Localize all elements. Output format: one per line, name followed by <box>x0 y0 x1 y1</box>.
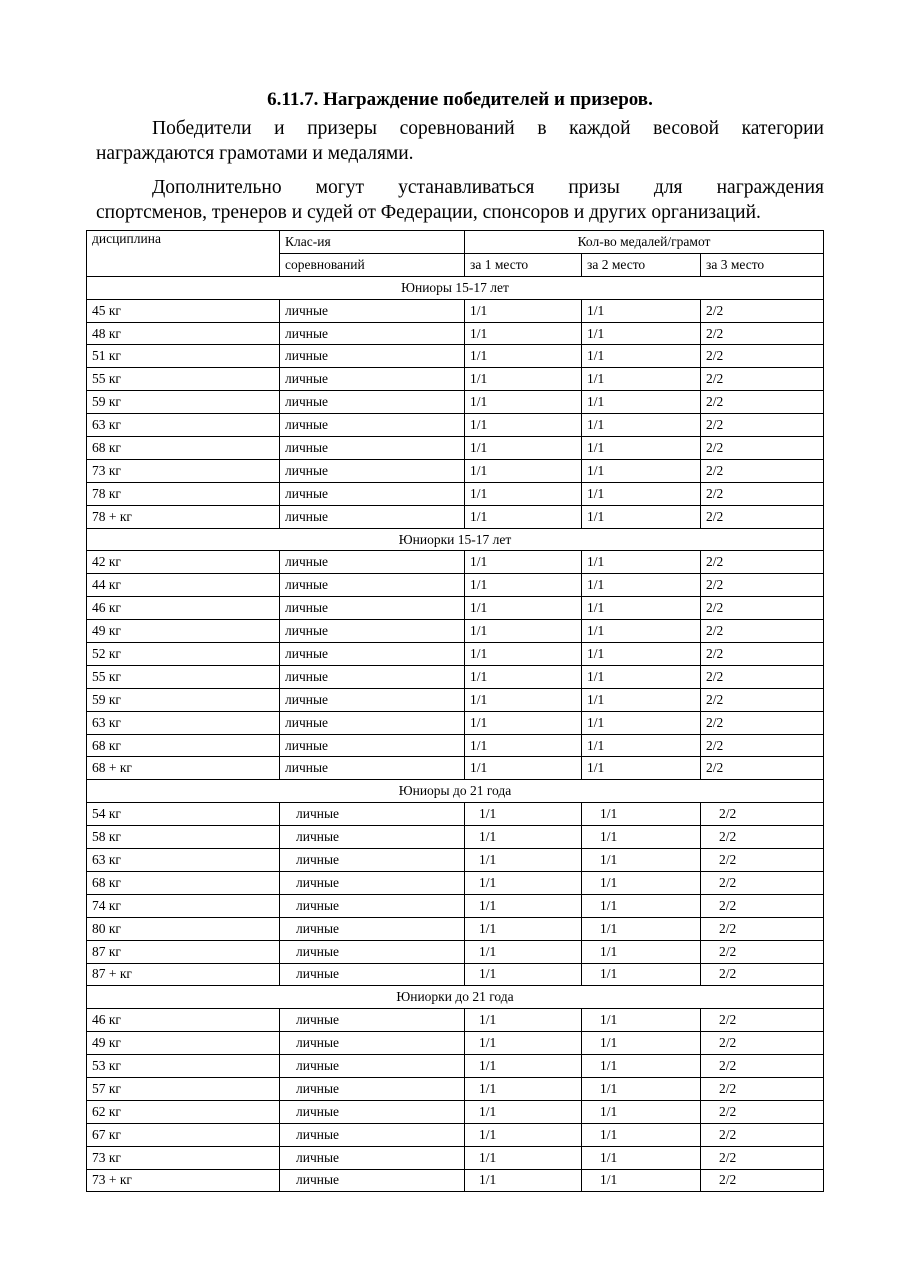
paragraph-line: Победители и призеры соревнований в каждой весовой категории <box>152 118 824 139</box>
cell-place-2: 1/1 <box>582 940 701 963</box>
cell-discipline: 42 кг <box>87 551 280 574</box>
table-row <box>87 322 824 345</box>
cell-place-2: 1/1 <box>582 734 701 757</box>
cell-place-3: 2/2 <box>701 734 824 757</box>
cell-place-1: 1/1 <box>465 803 582 826</box>
cell-place-2: 1/1 <box>582 1009 701 1032</box>
cell-discipline: 68 кг <box>87 871 280 894</box>
cell-discipline: 58 кг <box>87 826 280 849</box>
cell-place-2: 1/1 <box>582 299 701 322</box>
table-row <box>87 620 824 643</box>
cell-place-2: 1/1 <box>582 620 701 643</box>
cell-discipline: 54 кг <box>87 803 280 826</box>
cell-place-1: 1/1 <box>465 482 582 505</box>
cell-place-3: 2/2 <box>701 871 824 894</box>
cell-place-3: 2/2 <box>701 688 824 711</box>
table-row <box>87 917 824 940</box>
table-row <box>87 757 824 780</box>
cell-discipline: 87 + кг <box>87 963 280 986</box>
cell-place-2: 1/1 <box>582 1055 701 1078</box>
section-title: Юниоры 15-17 лет <box>87 276 824 299</box>
section-title: Юниорки до 21 года <box>87 986 824 1009</box>
cell-place-1: 1/1 <box>465 574 582 597</box>
paragraph-prizes <box>96 175 824 225</box>
table-row <box>87 482 824 505</box>
cell-place-3: 2/2 <box>701 574 824 597</box>
cell-place-3: 2/2 <box>701 894 824 917</box>
cell-place-3: 2/2 <box>701 1146 824 1169</box>
cell-place-1: 1/1 <box>465 322 582 345</box>
cell-place-3: 2/2 <box>701 757 824 780</box>
cell-place-3: 2/2 <box>701 643 824 666</box>
table-row <box>87 1032 824 1055</box>
cell-discipline: 78 кг <box>87 482 280 505</box>
cell-class: личные <box>280 665 465 688</box>
cell-class: личные <box>280 551 465 574</box>
table-row <box>87 711 824 734</box>
cell-place-3: 2/2 <box>701 597 824 620</box>
cell-place-3: 2/2 <box>701 322 824 345</box>
cell-place-3: 2/2 <box>701 391 824 414</box>
cell-discipline: 80 кг <box>87 917 280 940</box>
table-row <box>87 459 824 482</box>
cell-place-1: 1/1 <box>465 1146 582 1169</box>
awards-table <box>86 230 824 1192</box>
cell-place-3: 2/2 <box>701 1169 824 1192</box>
table-row <box>87 597 824 620</box>
cell-place-1: 1/1 <box>465 505 582 528</box>
cell-place-1: 1/1 <box>465 1009 582 1032</box>
cell-class: личные <box>280 299 465 322</box>
table-row <box>87 803 824 826</box>
section-row <box>87 276 824 299</box>
table-row <box>87 643 824 666</box>
section-title: Юниорки 15-17 лет <box>87 528 824 551</box>
cell-place-3: 2/2 <box>701 803 824 826</box>
cell-class: личные <box>280 482 465 505</box>
cell-class: личные <box>280 345 465 368</box>
cell-place-1: 1/1 <box>465 643 582 666</box>
cell-discipline: 49 кг <box>87 620 280 643</box>
table-row <box>87 345 824 368</box>
paragraph-line: Дополнительно могут устанавливаться призы для награждения <box>152 177 824 198</box>
table-row <box>87 505 824 528</box>
cell-place-3: 2/2 <box>701 940 824 963</box>
cell-place-3: 2/2 <box>701 1055 824 1078</box>
cell-discipline: 63 кг <box>87 849 280 872</box>
cell-class: личные <box>280 368 465 391</box>
cell-place-2: 1/1 <box>582 345 701 368</box>
table-row <box>87 414 824 437</box>
cell-place-3: 2/2 <box>701 963 824 986</box>
cell-discipline: 67 кг <box>87 1123 280 1146</box>
cell-place-1: 1/1 <box>465 299 582 322</box>
cell-place-2: 1/1 <box>582 482 701 505</box>
cell-class: личные <box>280 1123 465 1146</box>
cell-place-2: 1/1 <box>582 551 701 574</box>
paragraph-line: награждаются грамотами и медалями. <box>96 143 414 164</box>
cell-discipline: 57 кг <box>87 1077 280 1100</box>
table-row <box>87 665 824 688</box>
cell-place-2: 1/1 <box>582 574 701 597</box>
cell-place-3: 2/2 <box>701 917 824 940</box>
cell-place-3: 2/2 <box>701 826 824 849</box>
header-class-line2: соревнований <box>280 253 465 276</box>
cell-class: личные <box>280 620 465 643</box>
cell-place-2: 1/1 <box>582 1032 701 1055</box>
table-row <box>87 940 824 963</box>
cell-place-2: 1/1 <box>582 368 701 391</box>
cell-place-1: 1/1 <box>465 620 582 643</box>
cell-class: личные <box>280 711 465 734</box>
table-row <box>87 391 824 414</box>
cell-place-2: 1/1 <box>582 1123 701 1146</box>
cell-class: личные <box>280 940 465 963</box>
cell-place-2: 1/1 <box>582 849 701 872</box>
table-row <box>87 1077 824 1100</box>
cell-class: личные <box>280 688 465 711</box>
cell-place-3: 2/2 <box>701 1123 824 1146</box>
cell-class: личные <box>280 322 465 345</box>
cell-class: личные <box>280 574 465 597</box>
cell-place-3: 2/2 <box>701 849 824 872</box>
cell-class: личные <box>280 1146 465 1169</box>
cell-class: личные <box>280 871 465 894</box>
cell-discipline: 49 кг <box>87 1032 280 1055</box>
cell-place-3: 2/2 <box>701 1009 824 1032</box>
cell-class: личные <box>280 505 465 528</box>
cell-discipline: 52 кг <box>87 643 280 666</box>
cell-place-2: 1/1 <box>582 803 701 826</box>
cell-place-3: 2/2 <box>701 368 824 391</box>
cell-place-3: 2/2 <box>701 299 824 322</box>
header-place-3: за 3 место <box>701 253 824 276</box>
cell-discipline: 55 кг <box>87 665 280 688</box>
cell-place-1: 1/1 <box>465 963 582 986</box>
cell-class: личные <box>280 1009 465 1032</box>
section-row <box>87 986 824 1009</box>
cell-place-2: 1/1 <box>582 871 701 894</box>
header-discipline: дисциплина <box>87 231 280 277</box>
cell-discipline: 87 кг <box>87 940 280 963</box>
cell-discipline: 63 кг <box>87 414 280 437</box>
cell-place-1: 1/1 <box>465 345 582 368</box>
header-medals: Кол-во медалей/грамот <box>465 231 824 254</box>
table-row <box>87 1123 824 1146</box>
cell-class: личные <box>280 391 465 414</box>
cell-place-1: 1/1 <box>465 894 582 917</box>
cell-place-2: 1/1 <box>582 665 701 688</box>
cell-place-3: 2/2 <box>701 1077 824 1100</box>
cell-discipline: 68 кг <box>87 734 280 757</box>
cell-place-1: 1/1 <box>465 368 582 391</box>
table-row <box>87 551 824 574</box>
cell-discipline: 51 кг <box>87 345 280 368</box>
paragraph-winners <box>96 116 824 166</box>
cell-discipline: 73 кг <box>87 1146 280 1169</box>
table-header-row <box>87 231 824 254</box>
cell-place-2: 1/1 <box>582 757 701 780</box>
cell-class: личные <box>280 734 465 757</box>
cell-discipline: 73 кг <box>87 459 280 482</box>
cell-place-2: 1/1 <box>582 597 701 620</box>
cell-place-2: 1/1 <box>582 1146 701 1169</box>
cell-place-3: 2/2 <box>701 1032 824 1055</box>
cell-place-2: 1/1 <box>582 826 701 849</box>
cell-discipline: 46 кг <box>87 597 280 620</box>
table-row <box>87 871 824 894</box>
cell-place-1: 1/1 <box>465 871 582 894</box>
cell-place-1: 1/1 <box>465 734 582 757</box>
cell-place-2: 1/1 <box>582 917 701 940</box>
cell-place-1: 1/1 <box>465 414 582 437</box>
cell-place-1: 1/1 <box>465 917 582 940</box>
table-row <box>87 826 824 849</box>
cell-place-1: 1/1 <box>465 459 582 482</box>
cell-class: личные <box>280 1055 465 1078</box>
cell-class: личные <box>280 1032 465 1055</box>
cell-place-2: 1/1 <box>582 1100 701 1123</box>
cell-place-2: 1/1 <box>582 1169 701 1192</box>
table-row <box>87 299 824 322</box>
cell-place-2: 1/1 <box>582 963 701 986</box>
cell-discipline: 48 кг <box>87 322 280 345</box>
cell-place-1: 1/1 <box>465 597 582 620</box>
cell-discipline: 59 кг <box>87 688 280 711</box>
cell-place-2: 1/1 <box>582 688 701 711</box>
cell-place-1: 1/1 <box>465 688 582 711</box>
cell-place-1: 1/1 <box>465 665 582 688</box>
section-row <box>87 780 824 803</box>
header-place-1: за 1 место <box>465 253 582 276</box>
cell-place-2: 1/1 <box>582 505 701 528</box>
cell-place-2: 1/1 <box>582 414 701 437</box>
cell-place-2: 1/1 <box>582 437 701 460</box>
cell-discipline: 53 кг <box>87 1055 280 1078</box>
cell-discipline: 68 кг <box>87 437 280 460</box>
cell-place-1: 1/1 <box>465 1032 582 1055</box>
cell-place-3: 2/2 <box>701 345 824 368</box>
table-row <box>87 734 824 757</box>
cell-place-1: 1/1 <box>465 1077 582 1100</box>
cell-place-1: 1/1 <box>465 711 582 734</box>
cell-place-3: 2/2 <box>701 620 824 643</box>
cell-place-3: 2/2 <box>701 459 824 482</box>
cell-class: личные <box>280 1169 465 1192</box>
cell-place-1: 1/1 <box>465 437 582 460</box>
table-row <box>87 1146 824 1169</box>
cell-place-2: 1/1 <box>582 643 701 666</box>
cell-discipline: 44 кг <box>87 574 280 597</box>
cell-class: личные <box>280 917 465 940</box>
header-place-2: за 2 место <box>582 253 701 276</box>
cell-place-2: 1/1 <box>582 322 701 345</box>
cell-class: личные <box>280 826 465 849</box>
table-row <box>87 963 824 986</box>
cell-place-3: 2/2 <box>701 482 824 505</box>
section-heading: 6.11.7. Награждение победителей и призеров. <box>267 89 653 110</box>
cell-discipline: 59 кг <box>87 391 280 414</box>
table-row <box>87 368 824 391</box>
cell-place-1: 1/1 <box>465 391 582 414</box>
cell-discipline: 73 + кг <box>87 1169 280 1192</box>
cell-discipline: 55 кг <box>87 368 280 391</box>
cell-place-1: 1/1 <box>465 1123 582 1146</box>
cell-discipline: 45 кг <box>87 299 280 322</box>
table-row <box>87 1169 824 1192</box>
header-class-line1: Клас-ия <box>280 231 465 254</box>
section-row <box>87 528 824 551</box>
cell-place-3: 2/2 <box>701 711 824 734</box>
cell-class: личные <box>280 963 465 986</box>
cell-place-1: 1/1 <box>465 1055 582 1078</box>
table-row <box>87 1055 824 1078</box>
cell-class: личные <box>280 1100 465 1123</box>
cell-class: личные <box>280 414 465 437</box>
cell-place-3: 2/2 <box>701 437 824 460</box>
table-row <box>87 1100 824 1123</box>
cell-discipline: 68 + кг <box>87 757 280 780</box>
cell-place-2: 1/1 <box>582 459 701 482</box>
cell-discipline: 78 + кг <box>87 505 280 528</box>
cell-discipline: 74 кг <box>87 894 280 917</box>
table-row <box>87 574 824 597</box>
cell-place-2: 1/1 <box>582 1077 701 1100</box>
cell-place-2: 1/1 <box>582 894 701 917</box>
cell-class: личные <box>280 1077 465 1100</box>
cell-class: личные <box>280 803 465 826</box>
table-row <box>87 849 824 872</box>
cell-place-1: 1/1 <box>465 826 582 849</box>
cell-place-2: 1/1 <box>582 711 701 734</box>
cell-place-3: 2/2 <box>701 551 824 574</box>
cell-discipline: 62 кг <box>87 1100 280 1123</box>
cell-class: личные <box>280 894 465 917</box>
cell-class: личные <box>280 757 465 780</box>
cell-class: личные <box>280 643 465 666</box>
paragraph-line: спортсменов, тренеров и судей от Федерации, спонсоров и других организаций. <box>96 202 761 223</box>
cell-place-1: 1/1 <box>465 940 582 963</box>
table-row <box>87 894 824 917</box>
cell-discipline: 63 кг <box>87 711 280 734</box>
cell-place-1: 1/1 <box>465 1169 582 1192</box>
table-row <box>87 437 824 460</box>
cell-place-1: 1/1 <box>465 1100 582 1123</box>
cell-class: личные <box>280 597 465 620</box>
cell-discipline: 46 кг <box>87 1009 280 1032</box>
cell-place-3: 2/2 <box>701 1100 824 1123</box>
cell-class: личные <box>280 459 465 482</box>
cell-place-1: 1/1 <box>465 849 582 872</box>
cell-place-3: 2/2 <box>701 505 824 528</box>
cell-place-3: 2/2 <box>701 414 824 437</box>
section-title: Юниоры до 21 года <box>87 780 824 803</box>
cell-place-2: 1/1 <box>582 391 701 414</box>
cell-place-1: 1/1 <box>465 551 582 574</box>
table-row <box>87 688 824 711</box>
cell-place-1: 1/1 <box>465 757 582 780</box>
cell-place-3: 2/2 <box>701 665 824 688</box>
cell-class: личные <box>280 849 465 872</box>
table-row <box>87 1009 824 1032</box>
cell-class: личные <box>280 437 465 460</box>
